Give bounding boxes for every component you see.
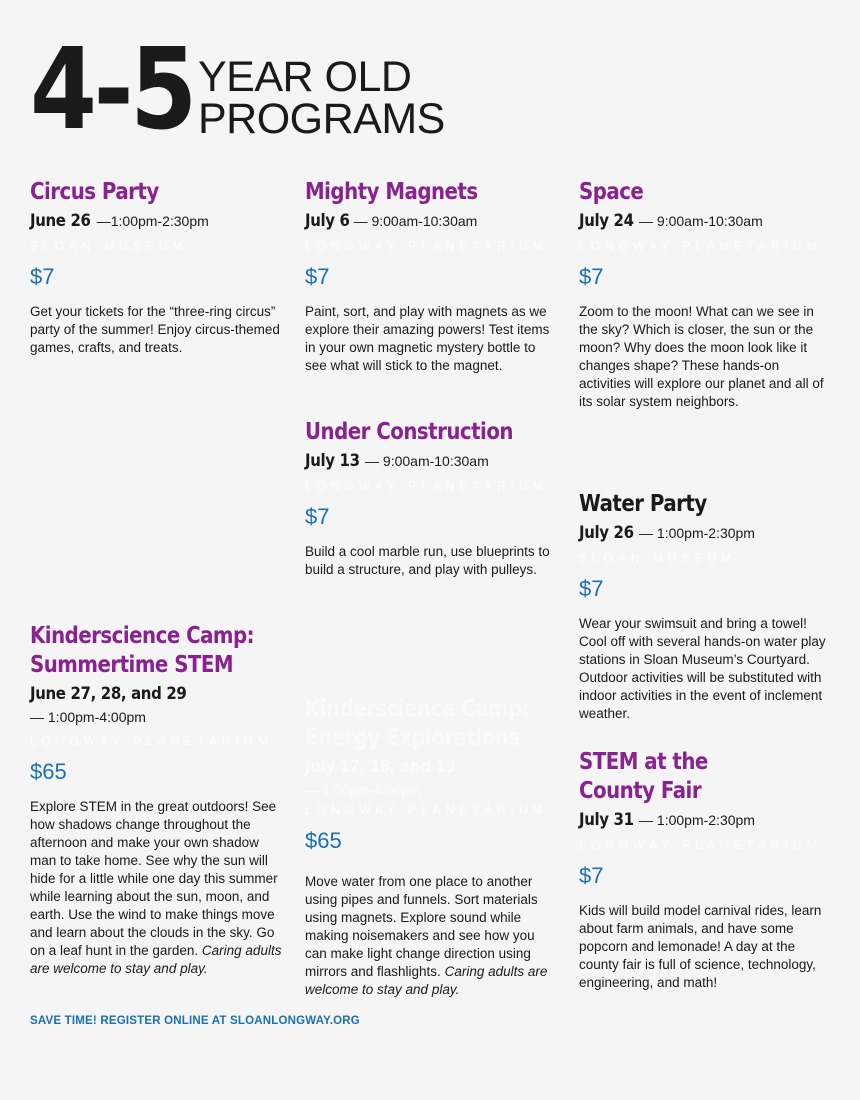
program-price: $65 [305, 828, 342, 853]
program-date: July 31 [579, 810, 634, 830]
program-description: Build a cool marble run, use blueprints to build a structure, and play with pulleys. [305, 544, 550, 577]
program-circus-party [30, 178, 285, 357]
program-venue: LONGWAY PLANETARIUM [579, 239, 822, 253]
program-time: — 9:00am-10:30am [349, 213, 478, 229]
program-time: — 1:00pm-4:00pm [30, 709, 146, 725]
program-date-line [305, 755, 560, 779]
program-price: $65 [30, 759, 67, 784]
program-date: June 27, 28, and 29 [30, 684, 187, 704]
program-description-text: Explore STEM in the great outdoors! See how shadows change throughout the afternoon and make your own shadow man to take home. See why the sun will hide for a little while one day this summer while learning about the sun, moon, and earth. Use the wind to make things move and learn about the clouds in the sky. Go on a leaf hunt in the garden. [30, 799, 278, 958]
program-date-time [579, 521, 834, 545]
program-mighty-magnets [305, 178, 560, 375]
program-water-party [579, 490, 834, 723]
program-description: Paint, sort, and play with magnets as we explore their amazing powers! Test items in your own magnetic mystery bottle to see what will stick to the magnet. [305, 304, 550, 373]
program-venue: LONGWAY PLANETARIUM [305, 803, 548, 817]
title-line-1: YEAR OLD [198, 53, 412, 101]
register-online-link[interactable]: SAVE TIME! REGISTER ONLINE AT SLOANLONGWAY.ORG [30, 1015, 360, 1027]
program-title-line-1: STEM at the [579, 749, 708, 775]
program-title-line-2: Energy Explorations [305, 725, 520, 751]
program-date-time [579, 209, 834, 233]
program-price: $7 [30, 264, 55, 289]
program-description: Zoom to the moon! What can we see in the sky? Which is closer, the sun or the moon? Why does the moon look like it changes shape? These hands-on activities will explore our planet and all of its solar system neighbors. [579, 304, 824, 409]
program-venue: LONGWAY PLANETARIUM [305, 239, 548, 253]
program-date: July 13 [305, 451, 360, 471]
program-date-time [305, 449, 560, 473]
program-title: Mighty Magnets [305, 179, 478, 205]
program-date-line [30, 682, 285, 706]
program-description: Kids will build model carnival rides, learn about farm animals, and have some popcorn and lemonade! A day at the county fair is full of science, technology, engineering, and math! [579, 903, 822, 990]
program-venue: SLOAN MUSEUM [30, 239, 188, 253]
program-price: $7 [305, 504, 330, 529]
program-time: —1:00pm-2:30pm [92, 213, 209, 229]
program-title-line-1: Kinderscience Camp: [30, 623, 255, 649]
program-date: July 26 [579, 523, 634, 543]
program-time: — 1:00pm-2:30pm [635, 525, 755, 541]
program-description [305, 873, 560, 999]
program-time: — 1:00pm-4:00pm [305, 782, 421, 798]
page-title [198, 53, 445, 143]
program-price: $7 [579, 576, 604, 601]
program-kinderscience-summertime-stem [30, 622, 285, 978]
program-price: $7 [579, 264, 604, 289]
program-title: Water Party [579, 491, 707, 517]
program-title: Under Construction [305, 419, 513, 445]
program-stem-county-fair [579, 748, 834, 992]
program-title: Space [579, 179, 644, 205]
program-venue: SLOAN MUSEUM [579, 551, 737, 565]
program-time: — 1:00pm-2:30pm [635, 812, 755, 828]
program-date: July 17, 18, and 19 [305, 757, 456, 777]
program-note: Caring adults are welcome to stay and play. [305, 964, 548, 997]
program-venue: LONGWAY PLANETARIUM [579, 838, 822, 852]
program-time: — 9:00am-10:30am [361, 453, 489, 469]
program-price: $7 [579, 863, 604, 888]
program-venue: LONGWAY PLANETARIUM [30, 734, 273, 748]
age-range-number: 4-5 [30, 25, 194, 155]
program-time: — 9:00am-10:30am [635, 213, 763, 229]
program-date-time [305, 209, 560, 233]
program-description: Wear your swimsuit and bring a towel! Cool off with several hands-on water play stations in Sloan Museum’s Courtyard. Outdoor activities will be substituted with indoor activities in the event of inclement weather. [579, 616, 826, 721]
program-date: July 6 [305, 211, 350, 231]
program-kinderscience-energy-explorations [305, 695, 560, 999]
title-line-2: PROGRAMS [198, 95, 445, 143]
program-title-line-1: Kinderscience Camp: [305, 696, 530, 722]
program-date: July 24 [579, 211, 634, 231]
program-title: Circus Party [30, 179, 159, 205]
program-venue: LONGWAY PLANETARIUM [305, 479, 548, 493]
program-description [30, 798, 285, 978]
program-date: June 26 [30, 211, 91, 231]
page-header [30, 25, 830, 155]
program-description: Get your tickets for the “three-ring circus” party of the summer! Enjoy circus-themed games, crafts, and treats. [30, 304, 280, 355]
program-title-line-2: County Fair [579, 778, 702, 804]
program-note: Caring adults are welcome to stay and play. [30, 943, 282, 976]
program-date-time [30, 209, 285, 233]
program-title-line-2: Summertime STEM [30, 652, 234, 678]
program-description-text: Move water from one place to another using pipes and funnels. Sort materials using magnets. Explore sound while making noisemakers and see how you can make light change direction using mirrors and flashlights. [305, 874, 538, 979]
program-date-time [579, 808, 834, 832]
program-under-construction [305, 418, 560, 579]
program-space [579, 178, 834, 411]
program-price: $7 [305, 264, 330, 289]
